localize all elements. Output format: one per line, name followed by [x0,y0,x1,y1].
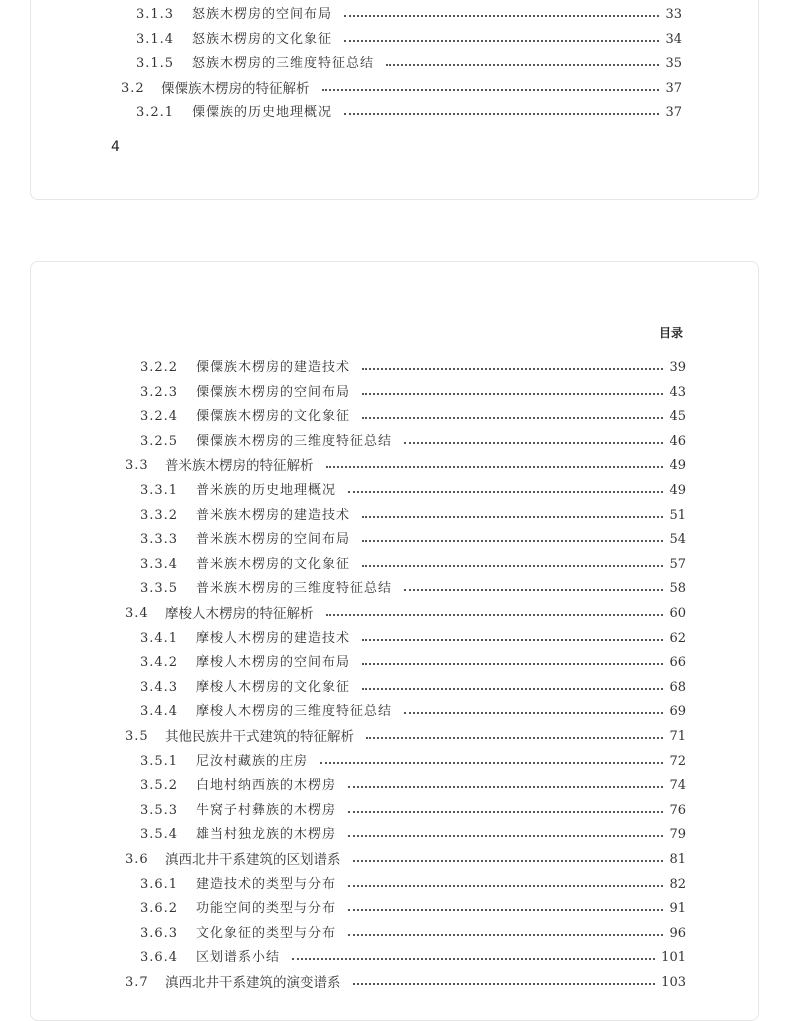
toc-title: 雄当村独龙族的木楞房 [196,827,337,843]
toc-page-number: 69 [669,704,686,720]
toc-subsection-entry [140,653,686,673]
toc-title: 傈僳族木楞房的特征解析 [161,80,310,97]
toc-title: 摩梭人木楞房的特征解析 [165,606,314,622]
document-page-4 [30,0,759,200]
toc-subsection-entry [140,555,686,575]
toc-subsection-entry [140,432,686,452]
toc-number: 3.5.2 [140,778,179,794]
toc-page-number: 76 [669,802,686,818]
toc-page-number: 68 [669,679,686,695]
dot-leader [320,762,663,764]
toc-number: 3.5.1 [140,753,179,769]
toc-page-number: 81 [669,852,686,867]
toc-page-number: 74 [669,778,686,794]
dot-leader [348,491,663,493]
toc-subsection-entry [136,54,682,74]
toc-number: 3.2.4 [140,409,179,425]
toc-title: 滇西北井干系建筑的区划谱系 [165,852,341,868]
toc-subsection-entry [140,899,686,919]
dot-leader [404,589,663,591]
toc-subsection-entry [140,629,686,649]
toc-title: 普米族木楞房的文化象征 [196,556,351,572]
toc-number: 3.3.1 [140,483,179,498]
dot-leader [326,614,664,616]
toc-subsection-entry [140,776,686,796]
toc-page-number: 46 [669,433,686,449]
toc-number: 3.1.4 [136,31,175,47]
toc-title: 白地村纳西族的木楞房 [196,778,337,794]
toc-subsection-entry [140,752,686,772]
dot-leader [348,811,663,813]
toc-subsection-entry [136,103,682,123]
toc-title: 傈僳族木楞房的三维度特征总结 [196,433,393,449]
dot-leader [362,639,663,641]
page-number: 4 [111,139,120,155]
toc-number: 3.3.2 [140,507,179,523]
toc-section-entry [125,973,686,993]
toc-subsection-entry [140,481,686,501]
toc-section-entry [125,850,686,870]
dot-leader [344,40,659,42]
toc-title: 傈僳族木楞房的建造技术 [196,360,351,375]
dot-leader [404,442,663,444]
toc-number: 3.5.4 [140,827,179,843]
toc-title: 怒族木楞房的空间布局 [192,7,333,22]
toc-title: 摩梭人木楞房的建造技术 [196,630,351,646]
toc-number: 3.5 [125,729,149,744]
toc-number: 3.6.2 [140,901,179,917]
toc-subsection-entry [140,875,686,895]
toc-page-number: 101 [661,950,686,966]
toc-page-number: 71 [669,729,686,744]
dot-leader [348,786,663,788]
toc-subsection-entry [140,948,686,968]
toc-title: 区划谱系小结 [196,950,281,966]
toc-number: 3.3.3 [140,532,179,548]
dot-leader [348,909,663,911]
toc-number: 3.6 [125,852,149,867]
toc-subsection-entry [140,530,686,550]
toc-number: 3.3.5 [140,581,179,597]
toc-subsection-entry [136,30,682,50]
toc-subsection-entry [140,678,686,698]
toc-title: 傈僳族木楞房的空间布局 [196,384,351,400]
toc-subsection-entry [136,5,682,25]
toc-title: 傈僳族的历史地理概况 [192,105,333,121]
toc-number: 3.3.4 [140,556,179,572]
dot-leader [362,688,663,690]
toc-number: 3.6.4 [140,950,179,966]
toc-number: 3.4.1 [140,630,179,646]
toc-page-number: 37 [665,105,682,121]
dot-leader [322,89,660,91]
toc-title: 滇西北井干系建筑的演变谱系 [165,975,341,991]
toc-page-number: 91 [669,901,686,917]
toc-title: 其他民族井干式建筑的特征解析 [165,729,354,745]
toc-title: 普米族木楞房的空间布局 [196,532,351,548]
toc-page-number: 39 [669,360,686,375]
toc-page-number: 57 [669,556,686,572]
dot-leader [366,737,663,739]
dot-leader [344,113,659,115]
toc-title: 傈僳族木楞房的文化象征 [196,409,351,425]
dot-leader [362,393,663,395]
toc-title: 摩梭人木楞房的文化象征 [196,679,351,695]
toc-section-entry [125,727,686,747]
toc-page-number: 82 [669,876,686,892]
toc-number: 3.2.1 [136,105,175,121]
dot-leader [404,712,663,714]
dot-leader [344,15,659,17]
document-page-5 [30,261,759,1021]
toc-number: 3.3 [125,458,149,474]
toc-page-number: 37 [665,80,682,96]
toc-subsection-entry [140,383,686,403]
dot-leader [362,417,663,419]
toc-title: 摩梭人木楞房的空间布局 [196,655,351,671]
toc-number: 3.2.2 [140,360,179,375]
toc-subsection-entry [140,801,686,821]
toc-title: 建造技术的类型与分布 [196,876,337,892]
dot-leader [348,934,663,936]
toc-number: 3.4.4 [140,704,179,720]
toc-subsection-entry [140,506,686,526]
toc-number: 3.4.3 [140,679,179,695]
toc-page-number: 66 [669,655,686,671]
toc-section-entry [125,456,686,476]
toc-title: 普米族木楞房的三维度特征总结 [196,581,393,597]
toc-page-number: 62 [669,630,686,646]
toc-page-number: 43 [669,384,686,400]
toc-page-number: 96 [669,925,686,941]
toc-page-number: 60 [669,606,686,621]
toc-number: 3.2.3 [140,384,179,400]
dot-leader [353,860,664,862]
toc-page-number: 49 [669,483,686,498]
toc-number: 3.2.5 [140,433,179,449]
toc-title: 普米族的历史地理概况 [196,483,337,498]
toc-title: 尼汝村藏族的庄房 [196,753,309,769]
toc-title: 摩梭人木楞房的三维度特征总结 [196,704,393,720]
toc-subsection-entry [140,924,686,944]
toc-number: 3.1.3 [136,7,175,22]
dot-leader [386,64,659,66]
dot-leader [362,368,663,370]
toc-subsection-entry [140,358,686,378]
toc-page-number: 72 [669,753,686,769]
toc-title: 普米族木楞房的特征解析 [165,458,314,475]
dot-leader [326,466,664,468]
toc-title: 怒族木楞房的三维度特征总结 [192,56,375,72]
toc-number: 3.6.3 [140,925,179,941]
dot-leader [348,885,663,887]
running-header: 目录 [658,326,683,340]
toc-number: 3.1.5 [136,56,175,72]
toc-number: 3.4.2 [140,655,179,671]
toc-title: 功能空间的类型与分布 [196,901,337,917]
toc-section-entry [121,79,682,99]
toc-number: 3.4 [125,606,149,621]
toc-title: 怒族木楞房的文化象征 [192,31,333,47]
toc-page-number: 54 [669,532,686,548]
toc-subsection-entry [140,825,686,845]
toc-title: 普米族木楞房的建造技术 [196,507,351,523]
toc-subsection-entry [140,579,686,599]
toc-title: 牛窝子村彝族的木楞房 [196,802,337,818]
toc-page-number: 79 [669,827,686,843]
dot-leader [362,565,663,567]
toc-page-number: 58 [669,581,686,597]
dot-leader [362,540,663,542]
dot-leader [362,516,663,518]
toc-subsection-entry [140,702,686,722]
dot-leader [348,835,663,837]
toc-page-number: 103 [661,975,686,990]
toc-title: 文化象征的类型与分布 [196,925,337,941]
toc-number: 3.2 [121,80,145,96]
toc-section-entry [125,604,686,624]
dot-leader [353,983,656,985]
toc-number: 3.7 [125,975,149,990]
dot-leader [292,958,655,960]
toc-number: 3.6.1 [140,876,179,892]
toc-page-number: 35 [665,56,682,72]
toc-subsection-entry [140,407,686,427]
dot-leader [362,663,663,665]
toc-page-number: 49 [669,458,686,474]
toc-page-number: 45 [669,409,686,425]
toc-page-number: 33 [665,7,682,22]
toc-page-number: 34 [665,31,682,47]
toc-number: 3.5.3 [140,802,179,818]
toc-page-number: 51 [669,507,686,523]
